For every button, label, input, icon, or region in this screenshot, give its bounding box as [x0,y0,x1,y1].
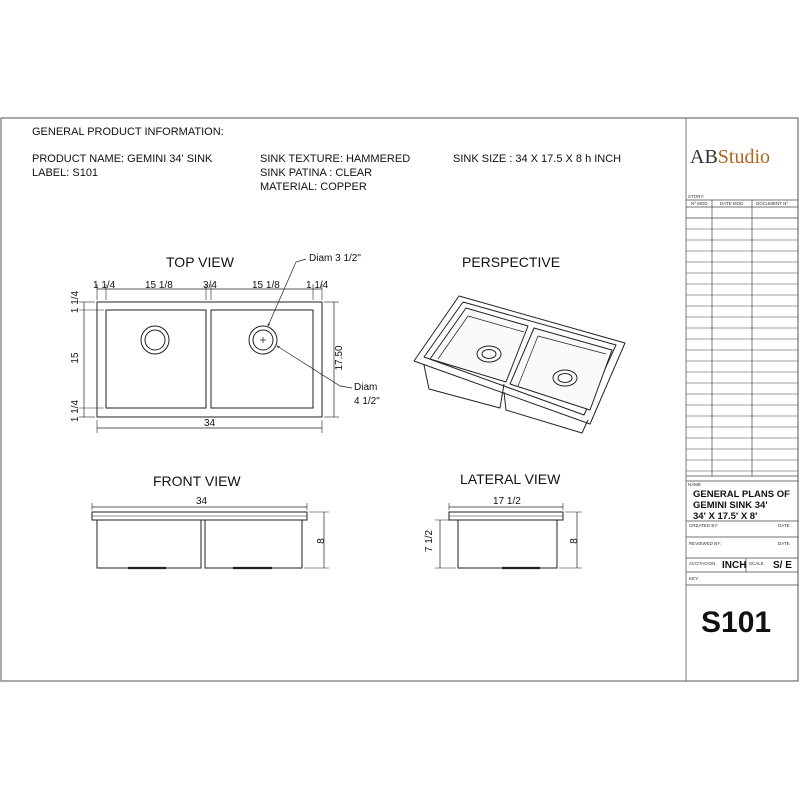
dim-top-overall: 34 [204,418,216,429]
dim-top-5: 1 1/4 [306,280,329,291]
sheet-border [1,118,798,681]
product-label: LABEL: S101 [32,167,99,179]
dim-lateral-inner: 7 1/2 [424,529,435,553]
dim-right-overall: 17.50 [334,345,345,371]
drain-large-label-2: 4 1/2" [354,396,380,407]
sink-material: MATERIAL: COPPER [260,181,367,193]
name-label: NAME [688,482,702,487]
reviewed-date-label: DATE [778,541,790,546]
plan-name-1: GENERAL PLANS OF [693,489,790,500]
dim-top-1: 1 1/4 [93,280,116,291]
dim-front-height: 8 [316,538,327,544]
story-label: STORY: [688,194,705,199]
scale-value: S/ E [773,560,792,571]
product-name: PRODUCT NAME: GEMINI 34' SINK [32,153,213,165]
dim-left-3: 1 1/4 [70,399,81,423]
plan-name-3: 34' X 17.5' X 8' [693,511,758,522]
info-heading: GENERAL PRODUCT INFORMATION: [32,126,224,138]
scale-label: SCALE [749,561,764,566]
dim-left-1: 1 1/4 [70,290,81,314]
logo-studio: Studio [717,146,771,168]
dim-top-4: 15 1/8 [252,280,280,291]
lateral-view-drawing [435,503,582,568]
created-by-label: CREATED BY: [689,523,719,528]
sink-patina: SINK PATINA : CLEAR [260,167,373,179]
plan-name-2: GEMINI SINK 34' [693,500,768,511]
col-date-header: DATE MOD [720,201,744,206]
perspective-drawing [414,296,625,433]
logo-ab: AB [690,146,718,168]
front-view-title: FRONT VIEW [153,473,241,489]
top-view-title: TOP VIEW [166,254,234,270]
front-view-drawing [92,503,329,568]
studio-logo [690,146,770,168]
drain-large-label-1: Diam [354,382,378,393]
dim-front-width: 34 [196,496,208,507]
drain-small-label: Diam 3 1/2" [309,253,361,264]
history-table-rows [686,229,798,471]
perspective-title: PERSPECTIVE [462,254,561,270]
col-mod-header: Nº MOD [691,201,708,206]
drawing-code: S101 [701,606,772,639]
key-label: KEY: [689,576,700,581]
sink-size: SINK SIZE : 34 X 17.5 X 8 h INCH [453,153,622,165]
dim-left-2: 15 [70,352,81,364]
acotacion-label: ACOTACION [689,561,716,566]
dim-lateral-width: 17 1/2 [493,496,521,507]
reviewed-by-label: REVIEWED BY: [689,541,722,546]
dim-lateral-height: 8 [569,538,580,544]
dim-top-2: 15 1/8 [145,280,173,291]
created-date-label: DATE [778,523,790,528]
col-doc-header: DOCUMENT Nº [756,201,789,206]
unit-value: INCH [722,560,747,571]
sink-texture: SINK TEXTURE: HAMMERED [260,153,411,165]
dim-top-3: 3/4 [203,280,217,291]
lateral-view-title: LATERAL VIEW [460,471,561,487]
